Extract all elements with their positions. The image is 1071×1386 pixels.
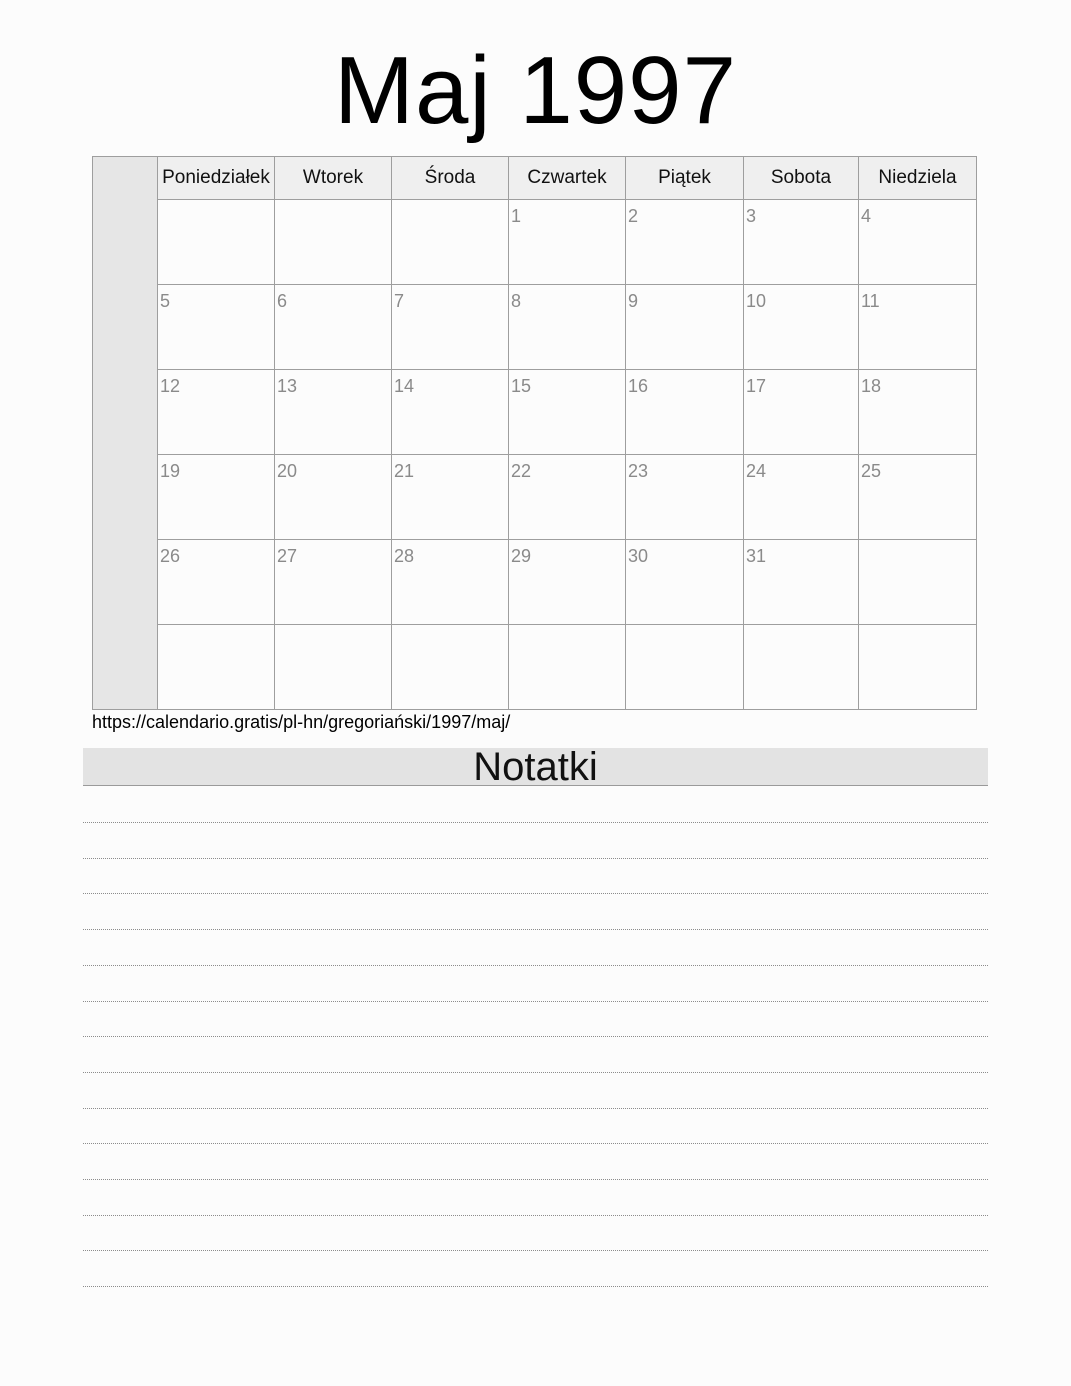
day-cell	[158, 285, 275, 370]
day-number: 15	[511, 376, 532, 396]
day-number: 6	[277, 291, 288, 311]
notes-line	[83, 1179, 988, 1180]
day-cell	[275, 540, 392, 625]
day-cell	[158, 200, 275, 285]
calendar-title: Maj 1997	[334, 37, 737, 144]
day-cell	[626, 370, 744, 455]
day-cell	[392, 285, 509, 370]
day-cell	[509, 625, 626, 709]
weekday-header: Niedziela	[859, 157, 976, 200]
day-number: 28	[394, 546, 415, 566]
calendar-days	[158, 157, 976, 709]
notes-line	[83, 1072, 988, 1073]
day-cell	[392, 455, 509, 540]
notes-line	[83, 1108, 988, 1109]
weekday-header: Piątek	[626, 157, 744, 200]
day-cell	[275, 370, 392, 455]
weekday-header: Sobota	[744, 157, 859, 200]
weekday-header: Wtorek	[275, 157, 392, 200]
day-number: 18	[861, 376, 882, 396]
weekday-header: Poniedziałek	[158, 157, 275, 200]
day-cell	[744, 540, 859, 625]
day-number: 7	[394, 291, 405, 311]
day-cell	[275, 200, 392, 285]
notes-line	[83, 858, 988, 859]
day-cell	[626, 200, 744, 285]
weekday-header: Środa	[392, 157, 509, 200]
day-cell	[859, 540, 976, 625]
day-number: 5	[160, 291, 171, 311]
day-cell	[744, 285, 859, 370]
day-number: 23	[628, 461, 649, 481]
day-number: 29	[511, 546, 532, 566]
day-cell	[626, 625, 744, 709]
day-cell	[626, 540, 744, 625]
weekday-header: Czwartek	[509, 157, 626, 200]
notes-line	[83, 929, 988, 930]
calendar-grid	[92, 156, 977, 710]
day-number: 31	[746, 546, 767, 566]
day-cell	[509, 455, 626, 540]
day-number: 4	[861, 206, 872, 226]
day-number: 12	[160, 376, 181, 396]
day-cell	[744, 200, 859, 285]
day-cell	[859, 455, 976, 540]
day-cell	[158, 455, 275, 540]
source-url: https://calendario.gratis/pl-hn/gregoriański/1997/maj/	[92, 712, 511, 732]
notes-header	[83, 745, 988, 789]
day-cell	[509, 285, 626, 370]
day-cell	[509, 200, 626, 285]
day-cell	[859, 285, 976, 370]
day-cell	[275, 285, 392, 370]
day-number: 20	[277, 461, 298, 481]
notes-line	[83, 1001, 988, 1002]
day-cell	[859, 370, 976, 455]
day-number: 19	[160, 461, 181, 481]
notes-line	[83, 1286, 988, 1287]
day-number: 9	[628, 291, 639, 311]
day-number: 21	[394, 461, 415, 481]
day-number: 2	[628, 206, 639, 226]
day-cell	[859, 625, 976, 709]
day-number: 8	[511, 291, 522, 311]
day-number: 3	[746, 206, 757, 226]
day-cell	[275, 625, 392, 709]
notes-line	[83, 965, 988, 966]
day-cell	[744, 455, 859, 540]
day-cell	[626, 285, 744, 370]
day-cell	[859, 200, 976, 285]
day-number: 10	[746, 291, 767, 311]
day-cell	[158, 540, 275, 625]
notes-line	[83, 1143, 988, 1144]
day-number: 14	[394, 376, 415, 396]
day-cell	[158, 625, 275, 709]
day-cell	[275, 455, 392, 540]
notes-line	[83, 822, 988, 823]
day-cell	[392, 370, 509, 455]
day-cell	[392, 540, 509, 625]
day-number: 24	[746, 461, 767, 481]
week-number-column	[93, 157, 158, 709]
day-cell	[744, 625, 859, 709]
day-number: 13	[277, 376, 298, 396]
notes-line	[83, 893, 988, 894]
day-number: 11	[861, 291, 880, 311]
notes-line	[83, 1036, 988, 1037]
day-cell	[626, 455, 744, 540]
day-number: 26	[160, 546, 181, 566]
day-number: 25	[861, 461, 882, 481]
notes-line	[83, 1250, 988, 1251]
day-cell	[744, 370, 859, 455]
day-number: 30	[628, 546, 649, 566]
notes-title: Notatki	[473, 745, 598, 789]
day-number: 27	[277, 546, 298, 566]
day-cell	[392, 625, 509, 709]
day-cell	[509, 370, 626, 455]
day-cell	[158, 370, 275, 455]
day-cell	[509, 540, 626, 625]
notes-line	[83, 1215, 988, 1216]
day-number: 1	[511, 206, 522, 226]
day-cell	[392, 200, 509, 285]
day-number: 17	[746, 376, 767, 396]
day-number: 16	[628, 376, 649, 396]
day-number: 22	[511, 461, 532, 481]
